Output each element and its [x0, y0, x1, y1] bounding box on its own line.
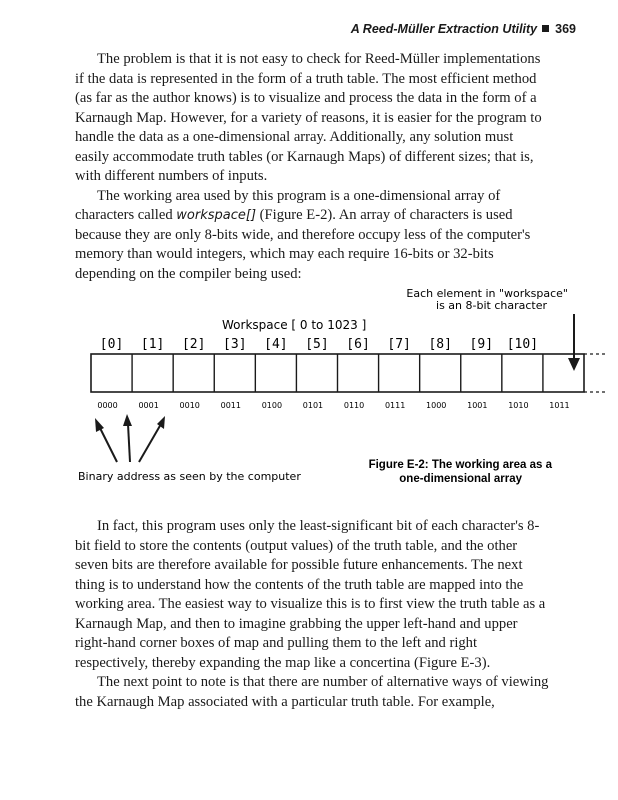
array-cells — [91, 354, 606, 392]
binary-address: 1000 — [426, 401, 447, 410]
paragraph: The problem is that it is not easy to check for Reed-Müller implementations if the data is represented in the form of a truth table. The most efficient method (as far as the author knows) is to visualize and process the data in the form of a Karnaugh Map. However, for a variety of reasons, it is easier for the program to handle the data as a one-dimensional array. Additionally, any solution must easily accommodate truth tables (or Karnaugh Maps) of different sizes; that is, with different numbers of inputs. — [75, 51, 542, 184]
address-arrows-icon — [95, 414, 165, 462]
array-index-label: [6] — [346, 337, 370, 352]
array-index-label: [4] — [264, 337, 288, 352]
index-labels — [100, 337, 538, 352]
array-index-label: [2] — [181, 337, 206, 352]
binary-address: 0001 — [138, 401, 159, 410]
binary-address: 0000 — [97, 401, 118, 410]
binary-address: 1010 — [508, 401, 529, 410]
array-index-label: [0] — [99, 337, 124, 352]
element-note-line2: is an 8-bit character — [436, 299, 547, 312]
binary-address: 0110 — [343, 401, 365, 410]
binary-address: 0100 — [261, 401, 283, 410]
paragraph: In fact, this program uses only the least-significant bit of each character's 8-bit field to store the contents (output values) of the truth table, and the other seven bits are therefore available for possible future enhancements. The next thing is to understand how the contents of the truth table are mapped into the working area. The easiest way to visualize this is to first view the truth table as a Karnaugh Map, and then to imagine grabbing the upper left-hand and upper right-hand corner boxes of map and pulling them to the left and right respectively, thereby expanding the map like a concertina (Figure E-3). — [75, 518, 546, 671]
binary-address: 0101 — [302, 401, 324, 410]
array-index-label: [10] — [506, 337, 539, 352]
paragraph: The next point to note is that there are number of alternative ways of viewing the Karnaugh Map associated with a particular truth table. For example, — [75, 674, 549, 710]
running-header-title: A Reed-Müller Extraction Utility — [350, 22, 538, 36]
workspace-label: Workspace [ 0 to 1023 ] — [222, 318, 367, 332]
binary-address-label: Binary address as seen by the computer — [78, 470, 301, 483]
array-index-label: [7] — [387, 337, 411, 352]
binary-address: 0011 — [220, 401, 241, 410]
binary-address: 0010 — [179, 401, 200, 410]
code-identifier: workspace[] — [176, 208, 257, 223]
binary-address: 0111 — [384, 401, 406, 410]
binary-addresses — [97, 401, 569, 410]
array-index-label: [1] — [140, 337, 165, 352]
array-index-label: [9] — [469, 337, 494, 352]
element-note-line1: Each element in "workspace" — [406, 287, 568, 300]
binary-address: 1011 — [549, 401, 570, 410]
array-index-label: [3] — [223, 337, 247, 352]
cell-dividers — [132, 354, 543, 392]
body-text-bottom — [75, 517, 550, 712]
binary-address: 1001 — [467, 401, 488, 410]
figure-caption-line1: Figure E-2: The working area as a — [368, 459, 552, 471]
paragraph-text: (Figure E-2). An array of characters is used because they are only 8-bits wide, and therefore occupy less of the computer's memory than would integers, which may each require 16-bits or 32-bits depending on the compiler being used: — [75, 207, 531, 282]
page-number: 369 — [555, 22, 576, 36]
paragraph-text: The working area used by this program is a one-dimensional array of characters called — [75, 187, 501, 223]
array-index-label: [5] — [305, 337, 329, 352]
figure-caption-line2: one-dimensional array — [399, 473, 522, 485]
element-arrow-icon — [568, 314, 580, 371]
array-index-label: [8] — [428, 337, 452, 352]
